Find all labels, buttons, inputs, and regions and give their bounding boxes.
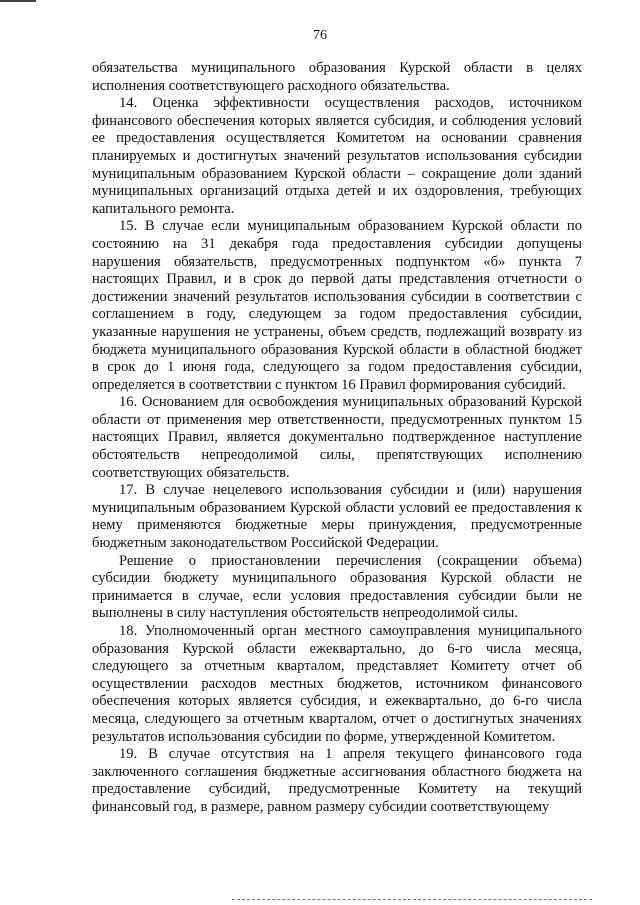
paragraph-item-14: 14. Оценка эффективности осуществления расходов, источником финансового обеспечения которых является субсидия, и соблюдения условий ее предоставления осуществляется Комитетом на основании сравнения планируемых и достигнутых значений результатов использования субсидии муниципальным образованием Курской области – сокращение доли зданий муниципальных организаций отдыха детей и их оздоровления, требующих капитального ремонта.	[92, 95, 582, 217]
paragraph-item-19: 19. В случае отсутствия на 1 апреля текущего финансового года заключенного соглашения бюджетные ассигнования областного бюджета на предоставление субсидий, предусмотренные Комитету на текущий финансовый год, в размере, равном размеру субсидии соответствующему	[92, 746, 582, 815]
paragraph-item-18: 18. Уполномоченный орган местного самоуправления муниципального образования Курской области ежеквартально, до 6-го числа месяца, следующего за отчетным кварталом, представляет Комитету отчет об осуществлении расходов местных бюджетов, источником финансового обеспечения которых является субсидия, и ежеквартально, до 6-го числа месяца, следующего за отчетным кварталом, отчет о достигнутых значениях результатов использования субсидии по форме, утвержденной Комитетом.	[92, 623, 582, 745]
paragraph-item-16: 16. Основанием для освобождения муниципальных образований Курской области от применения мер ответственности, предусмотренных пунктом 15 настоящих Правил, является документально подтвержденное наступление обстоятельств непреодолимой силы, препятствующих исполнению соответствующих обязательств.	[92, 394, 582, 481]
scan-edge-mark	[0, 0, 36, 2]
scan-bottom-edge	[232, 899, 592, 901]
paragraph-decision: Решение о приостановлении перечисления (сокращении объема) субсидии бюджету муниципального образования Курской области не принимается в случае, если условия предоставления субсидии были не выполнены в силу наступления обстоятельств непреодолимой силы.	[92, 552, 582, 622]
paragraph-item-17: 17. В случае нецелевого использования субсидии и (или) нарушения муниципальным образованием Курской области условий ее предоставления к нему применяются бюджетные меры принуждения, предусмотренные бюджетным законодательством Российской Федерации.	[92, 482, 582, 552]
paragraph-item-15: 15. В случае если муниципальным образованием Курской области по состоянию на 31 декабря года предоставления субсидии допущены нарушения обязательств, предусмотренных подпунктом «б» пункта 7 настоящих Правил, и в срок до первой даты представления отчетности о достижении значений результатов использования субсидии в соответствии с соглашением в году, следующем за годом предоставления субсидии, указанные нарушения не устранены, объем средств, подлежащий возврату из бюджета муниципального образования Курской области в областной бюджет в срок до 1 июня года, следующего за годом предоставления субсидии, определяется в соответствии с пунктом 16 Правил формирования субсидий.	[92, 218, 582, 393]
paragraph-continuation: обязательства муниципального образования Курской области в целях исполнения соответствующего расходного обязательства.	[92, 60, 582, 94]
page-number: 76	[313, 28, 327, 43]
document-body	[92, 60, 582, 817]
